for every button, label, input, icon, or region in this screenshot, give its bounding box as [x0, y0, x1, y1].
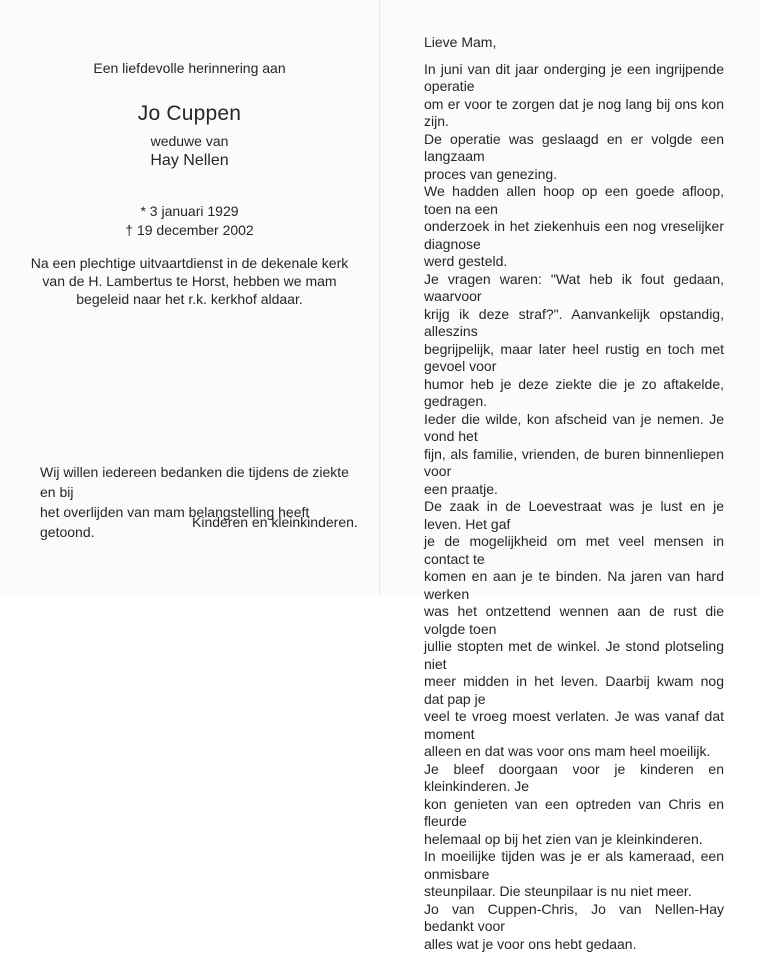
letter-line: werd gesteld. [424, 253, 724, 271]
letter-line: veel te vroeg moest verlaten. Je was vanaf dat moment [424, 708, 724, 743]
letter-line: alleen en dat was voor ons mam heel moeilijk. [424, 743, 724, 761]
letter-greeting: Lieve Mam, [424, 34, 724, 52]
letter-line: We hadden allen hoop op een goede afloop, toen na een [424, 183, 724, 218]
service-line: van de H. Lambertus te Horst, hebben we mam [0, 272, 379, 290]
letter-line: onderzoek in het ziekenhuis een nog vreselijker diagnose [424, 218, 724, 253]
letter-line: krijg ik deze straf?". Aanvankelijk opstandig, alleszins [424, 306, 724, 341]
letter-paragraph [424, 848, 724, 901]
letter-paragraph [424, 61, 724, 131]
service-line: begeleid naar het r.k. kerkhof aldaar. [0, 290, 379, 308]
letter-line: begrijpelijk, maar later heel rustig en toch met gevoel voor [424, 341, 724, 376]
letter-paragraph [424, 901, 724, 953]
thanks-line: het overlijden van mam belangstelling heeft getoond. [40, 502, 360, 542]
letter-paragraph [424, 498, 724, 761]
letter-line: De operatie was geslaagd en er volgde een langzaam [424, 131, 724, 166]
service-line: Na een plechtige uitvaartdienst in de dekenale kerk [0, 254, 379, 272]
letter-line: proces van genezing. [424, 166, 724, 184]
letter-line: was het ontzettend wennen aan de rust die volgde toen [424, 603, 724, 638]
letter-line: om er voor te zorgen dat je nog lang bij ons kon zijn. [424, 96, 724, 131]
letter-paragraph [424, 761, 724, 849]
husband-name: Hay Nellen [0, 152, 379, 170]
letter-line: helemaal op bij het zien van je kleinkinderen. [424, 831, 724, 849]
letter-line: humor heb je deze ziekte die je zo aftakelde, gedragen. [424, 376, 724, 411]
thanks-line: Wij willen iedereen bedanken die tijdens de ziekte en bij [40, 462, 360, 502]
letter-paragraph [424, 183, 724, 271]
letter-line: In moeilijke tijden was je er als kameraad, een onmisbare [424, 848, 724, 883]
letter-line: fijn, als familie, vrienden, de buren binnenliepen voor [424, 446, 724, 481]
signature: Kinderen en kleinkinderen. [192, 514, 358, 530]
intro-text: Een liefdevolle herinnering aan [0, 60, 379, 76]
funeral-service-text [0, 254, 379, 308]
thanks-text [40, 462, 360, 542]
letter-line: Jo van Cuppen-Chris, Jo van Nellen-Hay bedankt voor [424, 901, 724, 936]
letter-panel [424, 34, 724, 953]
letter-paragraph [424, 271, 724, 499]
letter-line: steunpilaar. Die steunpilaar is nu niet meer. [424, 883, 724, 901]
letter-line: je de mogelijkheid om met veel mensen in contact te [424, 533, 724, 568]
letter-line: jullie stopten met de winkel. Je stond plotseling niet [424, 638, 724, 673]
widow-of-text: weduwe van [0, 133, 379, 149]
letter-line: In juni van dit jaar onderging je een ingrijpende operatie [424, 61, 724, 96]
letter-line: Je vragen waren: "Wat heb ik fout gedaan, waarvoor [424, 271, 724, 306]
letter-paragraph [424, 131, 724, 184]
left-panel [0, 0, 379, 595]
birth-date: * 3 januari 1929 [0, 203, 379, 219]
letter-line: Ieder die wilde, kon afscheid van je nemen. Je vond het [424, 411, 724, 446]
deceased-name: Jo Cuppen [0, 102, 379, 126]
card-fold-line [379, 0, 380, 595]
letter-body [424, 61, 724, 953]
letter-line: De zaak in de Loevestraat was je lust en je leven. Het gaf [424, 498, 724, 533]
letter-line: komen en aan je te binden. Na jaren van hard werken [424, 568, 724, 603]
death-date: † 19 december 2002 [0, 222, 379, 238]
letter-line: Je bleef doorgaan voor je kinderen en kleinkinderen. Je [424, 761, 724, 796]
letter-line: meer midden in het leven. Daarbij kwam nog dat pap je [424, 673, 724, 708]
letter-line: een praatje. [424, 481, 724, 499]
letter-line: kon genieten van een optreden van Chris en fleurde [424, 796, 724, 831]
letter-line: alles wat je voor ons hebt gedaan. [424, 936, 724, 953]
